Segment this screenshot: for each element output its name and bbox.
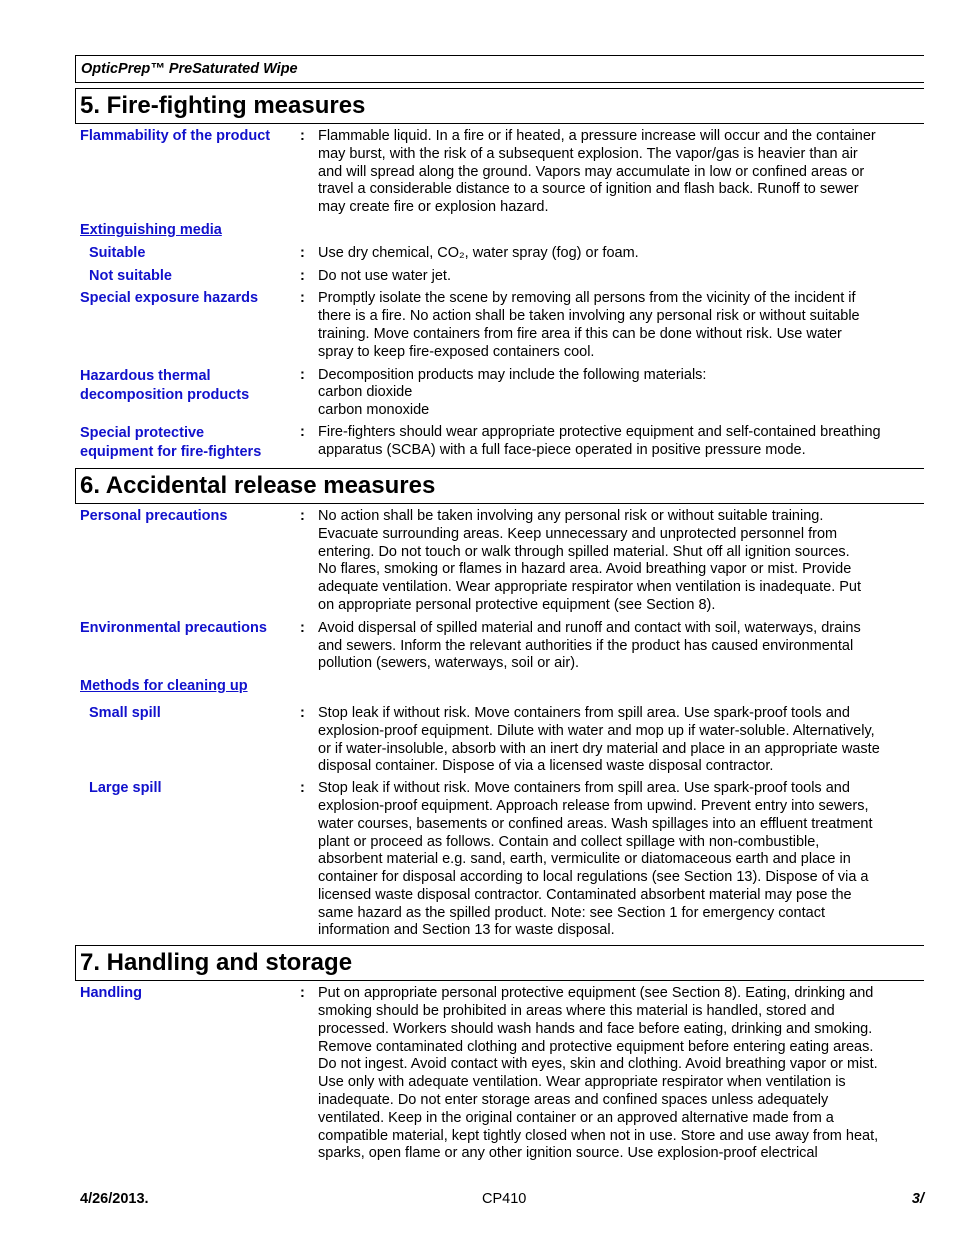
field-value: Use dry chemical, CO₂, water spray (fog) or foam. (318, 244, 639, 261)
subheading-link[interactable]: Extinguishing media (80, 221, 222, 238)
field-label: Personal precautions (80, 507, 228, 524)
subheading-link[interactable]: Methods for cleaning up (80, 678, 248, 695)
field-value: Decomposition products may include the following materials: carbon dioxide carbon monoxide (318, 366, 707, 419)
field-value: Do not use water jet. (318, 267, 451, 284)
footer-page-number: 3/ (911, 1191, 924, 1207)
field-value: Stop leak if without risk. Move containers from spill area. Use spark-proof tools and explosion-proof equipment. Dilute with water and mop up if water-soluble. Alternatively, or if water-insoluble, absorb with an inert dry material and place in an appropriate waste disposal container. Dispose of via a licensed waste disposal contractor. (318, 704, 880, 775)
field-value: Fire-fighters should wear appropriate protective equipment and self-contained breathing apparatus (SCBA) with a full face-piece operated in positive pressure mode. (318, 423, 881, 458)
field-personal-precautions (75, 508, 924, 615)
field-flammability (75, 128, 924, 217)
field-label: Special protective equipment for fire-fighters (80, 424, 262, 460)
field-label: Not suitable (89, 267, 172, 284)
field-large-spill (75, 780, 924, 940)
field-value: No action shall be taken involving any personal risk or without suitable training. Evacuate surrounding areas. Keep unnecessary and unprotected personnel from entering. Do not touch or walk through spilled material. Shut off all ignition sources. No flares, smoking or flames in hazard area. Avoid breathing vapor or mist. Provide adequate ventilation. Wear appropriate respirator when ventilation is inadequate. Put on appropriate personal protective equipment (see Section 8). (318, 507, 862, 613)
section-7-title: 7. Handling and storage (75, 945, 924, 981)
footer-product-code: CP410 (482, 1191, 527, 1207)
field-colon: : (300, 507, 305, 524)
field-colon: : (300, 366, 305, 383)
field-label: Large spill (89, 780, 162, 797)
field-label: Small spill (89, 704, 161, 721)
field-value: Avoid dispersal of spilled material and runoff and contact with soil, waterways, drains and sewers. Inform the relevant authorities if the product has caused environmental pollution (sewers, waterways, soil or air). (318, 619, 861, 672)
field-not-suitable (75, 268, 924, 286)
field-colon: : (300, 704, 305, 721)
product-header: OpticPrep™ PreSaturated Wipe (75, 55, 924, 83)
field-colon: : (300, 619, 305, 636)
field-protective-equipment (75, 424, 924, 462)
field-colon: : (300, 290, 305, 307)
field-methods-cleaning (75, 678, 924, 696)
field-colon: : (300, 244, 305, 261)
field-colon: : (300, 985, 305, 1002)
field-suitable (75, 245, 924, 263)
field-special-exposure (75, 290, 924, 361)
field-handling (75, 985, 924, 1163)
field-thermal-decomposition (75, 367, 924, 420)
field-colon: : (300, 423, 305, 440)
section-6-title: 6. Accidental release measures (75, 468, 924, 504)
sds-page (75, 55, 924, 1163)
field-extinguishing-media (75, 222, 924, 240)
field-label: Suitable (89, 244, 146, 261)
field-colon: : (300, 267, 305, 284)
field-value: Flammable liquid. In a fire or if heated, a pressure increase will occur and the container may burst, with the risk of a subsequent explosion. The vapor/gas is heavier than air and will spread along the ground. Vapors may accumulate in low or confined areas or travel a considerable distance to a source of ignition and flash back. Runoff to sewer may create fire or explosion hazard. (318, 128, 876, 216)
field-label: Hazardous thermal decomposition products (80, 367, 250, 403)
footer-date: 4/26/2013. (80, 1191, 149, 1207)
field-value: Put on appropriate personal protective equipment (see Section 8). Eating, drinking and smoking should be prohibited in areas where this material is handled, stored and processed. Workers should wash hands and face before eating, drinking and smoking. Remove contaminated clothing and protective equipment before entering eating areas. Do not ingest. Avoid contact with eyes, skin and clothing. Avoid breathing vapor or mist. Use only with adequate ventilation. Wear appropriate respirator when ventilation is inadequate. Do not enter storage areas and confined spaces unless adequately ventilated. Keep in the original container or an approved alternative made from a compatible material, kept tightly closed when not in use. Store and use away from heat, sparks, open flame or any other ignition source. Use explosion-proof electrical (318, 985, 879, 1162)
field-value: Promptly isolate the scene by removing all persons from the vicinity of the incident if there is a fire. No action shall be taken involving any personal risk or without suitable training. Move containers from fire area if this can be done without risk. Use water spray to keep fire-exposed containers cool. (318, 290, 860, 360)
field-environmental-precautions (75, 620, 924, 673)
field-colon: : (300, 128, 305, 144)
field-colon: : (300, 780, 305, 797)
field-label: Environmental precautions (80, 619, 267, 636)
field-label: Handling (80, 985, 143, 1002)
field-label: Special exposure hazards (80, 290, 259, 307)
field-label: Flammability of the product (80, 128, 271, 144)
field-value: Stop leak if without risk. Move containers from spill area. Use spark-proof tools and explosion-proof equipment. Approach release from upwind. Prevent entry into sewers, water courses, basements or confined areas. Wash spillages into an effluent treatment plant or proceed as follows. Contain and collect spillage with non-combustible, absorbent material e.g. sand, earth, vermiculite or diatomaceous earth and place in container for disposal according to local regulations (see Section 13). Dispose of via a licensed waste disposal contractor. Contaminated absorbent material may pose the same hazard as the spilled product. Note: see Section 1 for emergency contact information and Section 13 for waste disposal. (318, 780, 873, 939)
field-small-spill (75, 705, 924, 776)
section-5-title: 5. Fire-fighting measures (75, 88, 924, 124)
